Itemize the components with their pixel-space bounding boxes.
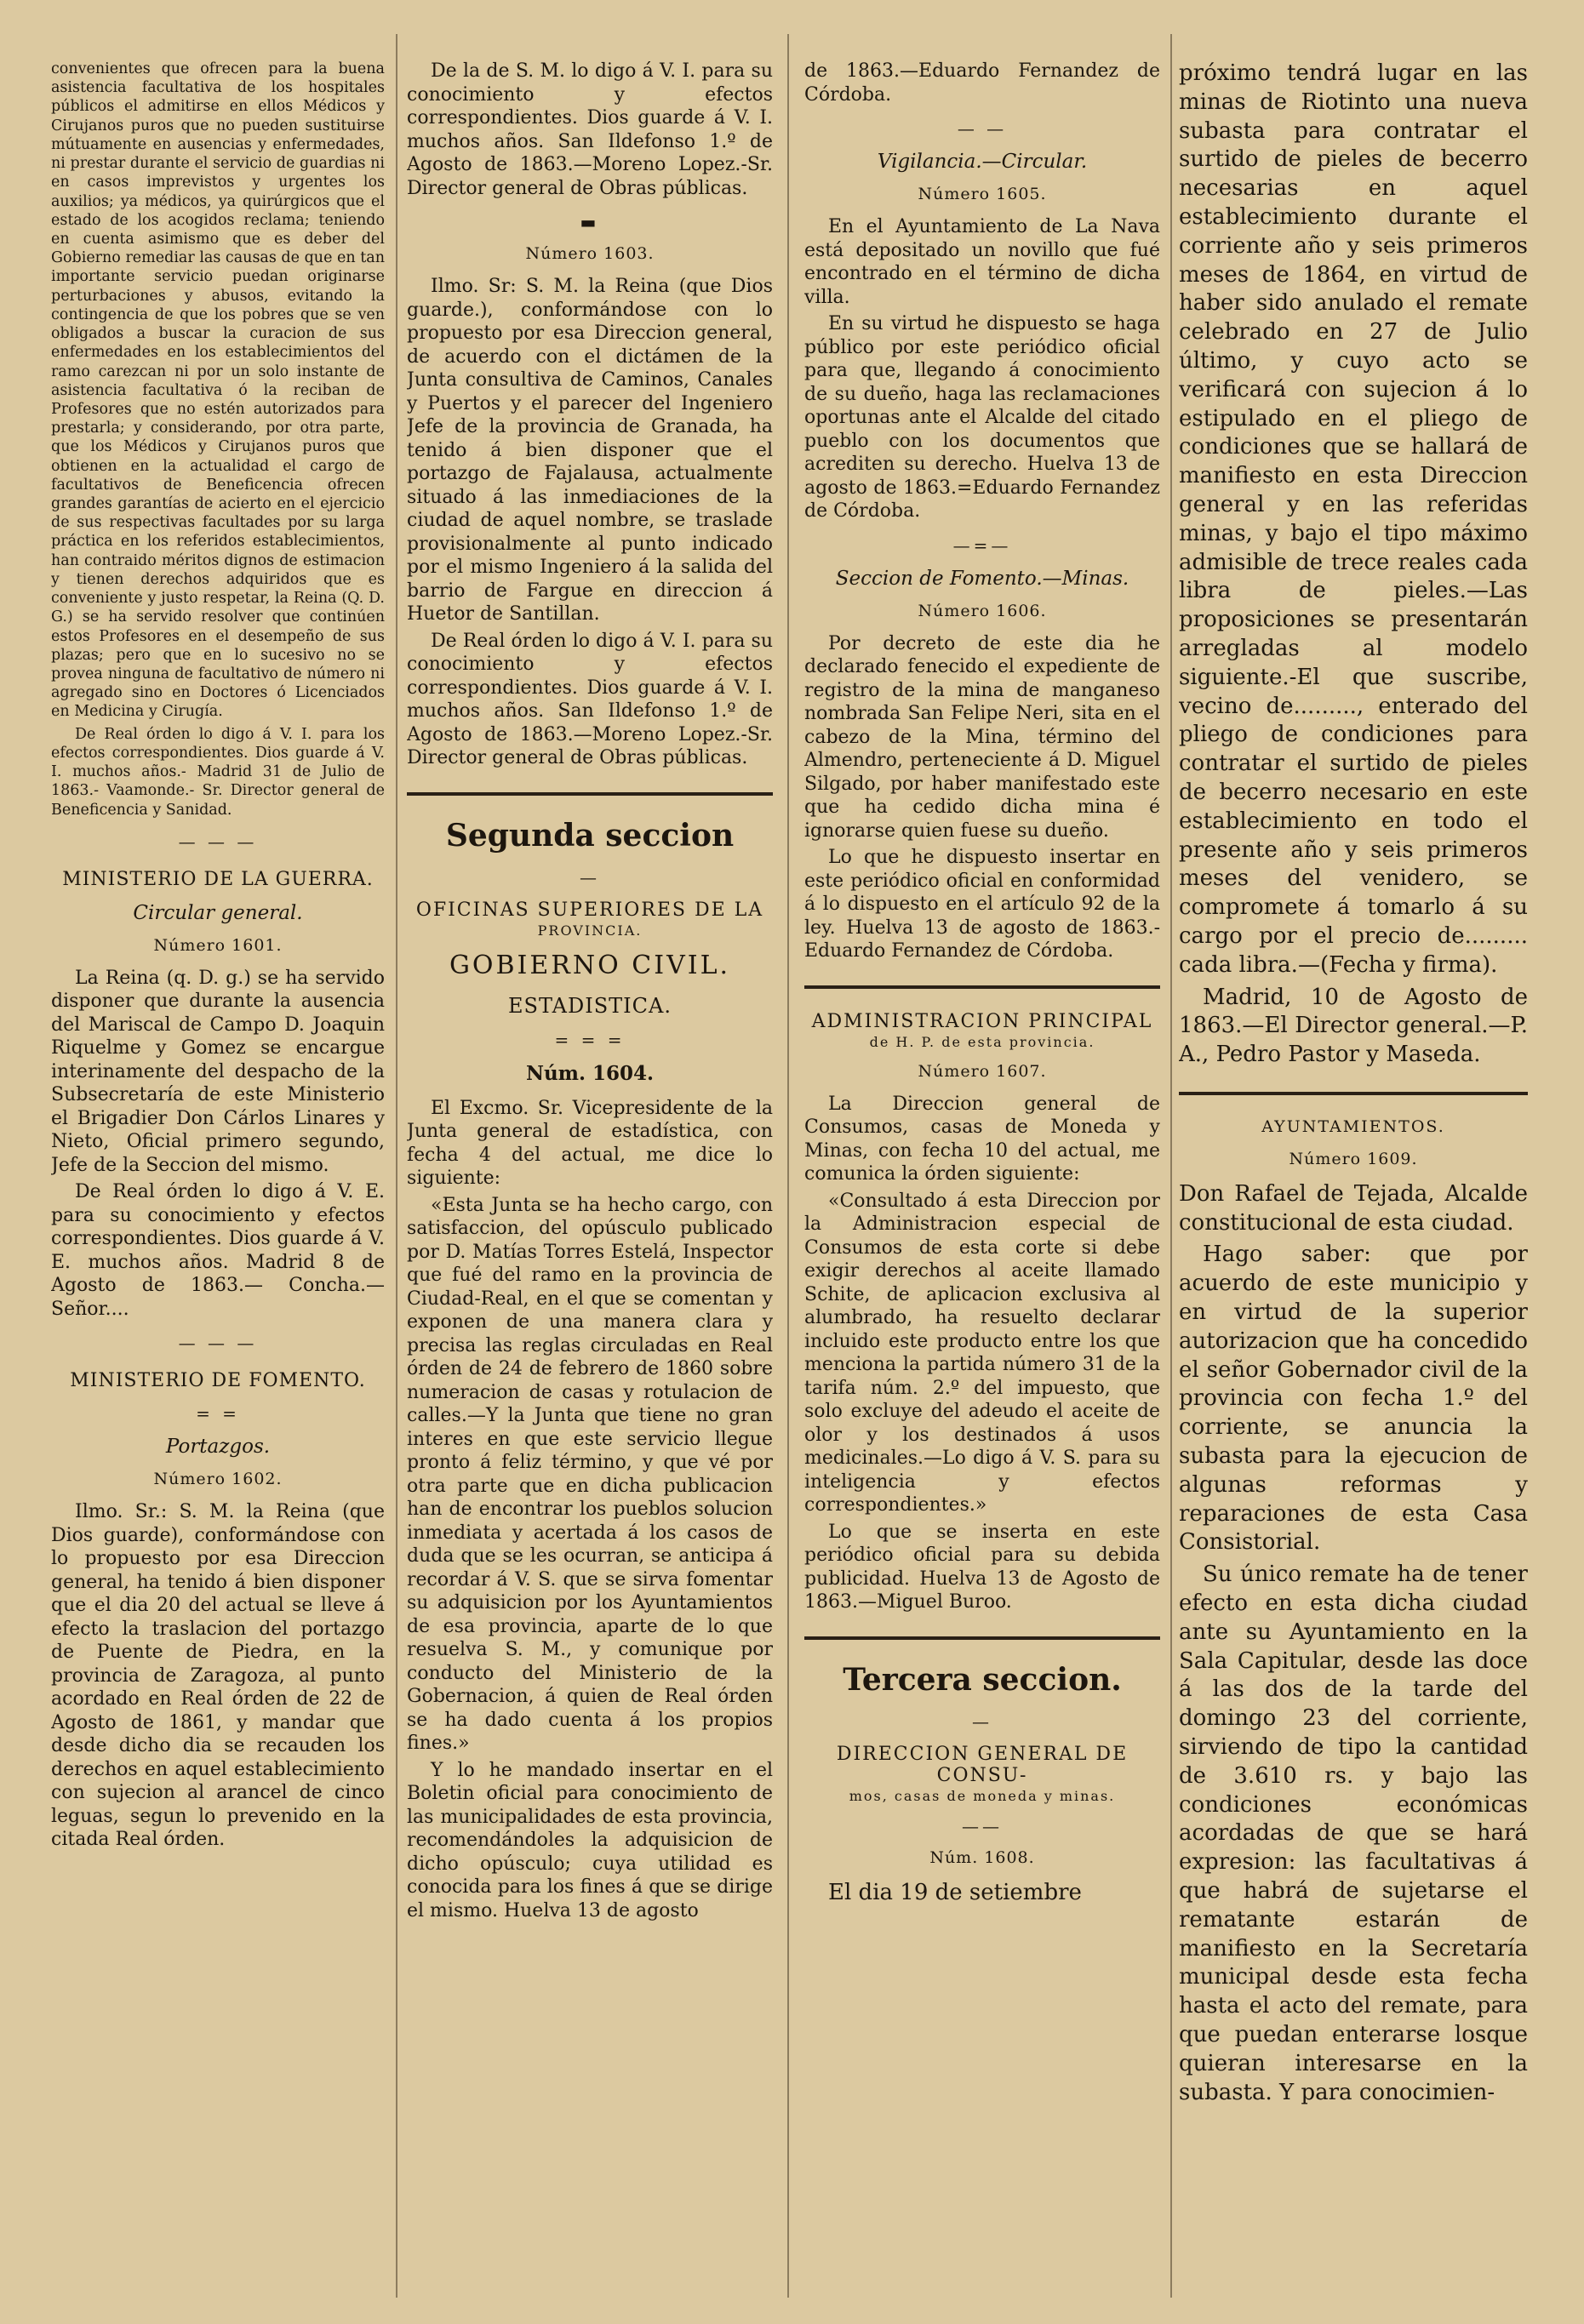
ornament: = = — [196, 1403, 240, 1425]
column-divider — [787, 34, 789, 2298]
section-rule — [804, 985, 1160, 989]
paragraph: De Real órden lo digo á V. E. para su conocimiento y efectos correspondientes. Dios guarde á V. E. muchos años. Madrid 8 de Agosto de 1863.— Concha.— Señor.... — [51, 1181, 385, 1320]
paragraph: próximo tendrá lugar en las minas de Riotinto una nueva subasta para contratar el surtido de pieles de becerro necesarias en aquel establecimiento durante el corriente año y seis primeros meses de 1864, en virtud de haber sido anulado el remate celebrado en 27 de Julio último, y cuyo acto se verificará con sujecion á lo estipulado en el pliego de condiciones que se hallará de manifiesto en esta Direccion general y en las referidas minas, y bajo el tipo máximo admisible de trece reales cada libra de pieles.—Las proposiciones se presentarán arregladas al modelo siguiente.-El que suscribe, vecino de........., enterado del pliego de condiciones para contratar el surtido de pieles de becerro necesario en este establecimiento en todo el presente año y seis primeros meses del venidero, se compromete á tomarlo á su cargo por el precio de......... cada libra.—(Fecha y firma). — [1179, 60, 1528, 978]
ayuntamientos-heading: AYUNTAMIENTOS. — [1261, 1116, 1445, 1136]
section-heading: Tercera seccion. — [843, 1661, 1122, 1698]
article-number: Número 1601. — [153, 935, 283, 955]
paragraph: Y lo he mandado insertar en el Boletin oficial para conocimiento de las municipalidades de esta provincia, recomendándoles la adquisicion de dicho opúsculo; cuya utilidad es conocida para los fines á que se dirige el mismo. Huelva 13 de agosto — [407, 1759, 773, 1921]
ornament: ▬ — [580, 212, 600, 232]
paragraph: La Reina (q. D. g.) se ha servido disponer que durante la ausencia del Mariscal de Campo D. Joaquin Riquelme y Gomez se encargue interinamente del despacho de la Subsecretaría de este Ministerio el Brigadier Don Cárlos Linares y Nieto, Oficial primero segundo, Jefe de la Seccion del mismo. — [51, 967, 385, 1176]
column-4 — [1179, 60, 1528, 2306]
paragraph: La Direccion general de Consumos, casas de Moneda y Minas, con fecha 10 del actual, me comunica la órden siguiente: — [804, 1093, 1160, 1185]
paragraph: convenientes que ofrecen para la buena asistencia facultativa de los hospitales públicos el admitirse en ellos Médicos y Cirujanos puros que no pueden sustituirse mútuamente en ausencias y enfermedades, ni prestar durante el servicio de guardias ni en casos imprevistos y urgentes los auxilios; ya médicos, ya quirúrgicos que el estado de los acogidos reclama; teniendo en cuenta asimismo que es deber del Gobierno remediar las causas de que en tan importante servicio puedan originarse perturbaciones y abusos, evitando la contingencia de que los pobres que se ven obligados a buscar la curacion de sus enfermedades en los establecimientos del ramo carezcan ni por un solo instante de asistencia facultativa ó la reciban de Profesores que no estén autorizados para prestarla; y considerando, por otra parte, que los Médicos y Cirujanos puros que obtienen en la actualidad el cargo de facultativos de Beneficencia ofrecen grandes garantías de acierto en el ejercicio de sus respectivas facultades por su larga práctica en los referidos establecimientos, han contraido méritos dignos de estimacion y tienen derechos adquiridos que es conveniente y justo respetar, la Reina (Q. D. G.) se ha servido resolver que continúen estos Profesores en el desempeño de sus plazas; pero que en lo sucesivo no se provea ninguna de facultativo de número ni agregado sino en Doctores ó Licenciados en Medicina y Cirugía. — [51, 60, 385, 721]
paragraph: «Esta Junta se ha hecho cargo, con satisfaccion, del opúsculo publicado por D. Matías Torres Estelá, Inspector que fué del ramo en la provincia de Ciudad-Real, en el que se comentan y exponen de una manera clara y precisa las reglas circuladas en Real órden de 24 de febrero de 1860 sobre numeracion de casas y rotulacion de calles.—Y la Junta que tiene no gran interes en que este servicio llegue pronto á feliz término, y que vé por otra parte que en dicha publicacion han de encontrar los pueblos solucion inmediata y acertada á los casos de duda que se les ocurran, se anticipa á recordar á V. S. que se sirva fomentar su adquisicion por los Ayuntamientos de esa provincia, aparte de lo que resuelva S. M., y comunique por conducto del Ministerio de la Gobernacion, á quien de Real órden se ha dado cuenta á los propios fines.» — [407, 1194, 773, 1754]
paragraph: El dia 19 de setiembre — [828, 1879, 1082, 1905]
office-heading: ADMINISTRACION PRINCIPAL — [811, 1010, 1153, 1032]
article-number: Número 1605. — [918, 185, 1047, 203]
ornament: — — — — [178, 1333, 258, 1354]
ministry-heading: MINISTERIO DE LA GUERRA. — [62, 868, 374, 890]
column-divider — [396, 34, 397, 2298]
paragraph: En su virtud he dispuesto se haga público por este periódico oficial para que, llegando á conocimiento de su dueño, haga las reclamaciones oportunas ante el Alcalde del citado pueblo con los documentos que acrediten su derecho. Huelva 13 de agosto de 1863.=Eduardo Fernandez de Córdoba. — [804, 313, 1160, 522]
article-number: Número 1607. — [918, 1061, 1047, 1081]
subheading: Seccion de Fomento.—Minas. — [835, 567, 1129, 590]
ornament: — — [580, 866, 600, 888]
ornament: = = = — [554, 1029, 626, 1050]
subheading: Circular general. — [133, 901, 303, 924]
paragraph: Hago saber: que por acuerdo de este municipio y en virtud de la superior autorizacion que ha concedido el señor Gobernador civil de la provincia con fecha 1.º del corriente, se anuncia la subasta para la ejecucion de algunas reformas y reparaciones de esta Casa Consistorial. — [1179, 1242, 1528, 1556]
paragraph: El Excmo. Sr. Vicepresidente de la Junta general de estadística, con fecha 4 del actual, me dice lo siguiente: — [407, 1097, 773, 1189]
article-number: Núm. 1608. — [929, 1847, 1035, 1867]
paragraph: Por decreto de este dia he declarado fenecido el expediente de registro de la mina de manganeso nombrada San Felipe Neri, sita en el cabezo de la Mina, término del Almendro, perteneciente á D. Miguel Silgado, por haber manifestado este que ha cedido dicha mina é ignorarse quien fuese su dueño. — [804, 632, 1160, 842]
article-number: Número 1603. — [525, 244, 655, 263]
subheading: ESTADISTICA. — [508, 993, 672, 1018]
government-heading: GOBIERNO CIVIL. — [449, 950, 731, 980]
article-number: Número 1606. — [918, 601, 1047, 620]
article-number: Número 1609. — [1289, 1149, 1418, 1168]
paragraph: En el Ayuntamiento de La Nava está depositado un novillo que fué encontrado en el término de dicha villa. — [804, 216, 1160, 308]
section-rule — [407, 792, 773, 796]
office-heading: OFICINAS SUPERIORES DE LA — [415, 899, 764, 921]
paragraph: De Real órden lo digo á V. I. para su conocimiento y efectos correspondientes. Dios guarde á V. I. muchos años. San Ildefonso 1.º de Agosto de 1863.—Moreno Lopez.-Sr. Director general de Obras públicas. — [407, 630, 773, 768]
paragraph: Lo que he dispuesto insertar en este periódico oficial en conformidad á lo dispuesto en el artículo 92 de la ley. Huelva 13 de agosto de 1863.-Eduardo Fernandez de Córdoba. — [804, 847, 1160, 962]
paragraph: «Consultado á esta Direccion por la Administracion especial de Consumos de esta corte si debe exigir derechos al aceite llamado Schite, de aplicacion exclusiva al alumbrado, ha resuelto declarar incluido este producto entre los que menciona la partida número 31 de la tarifa núm. 2.º del impuesto, que solo excluye del adeudo el aceite de olor y los destinados á usos medicinales.—Lo digo á V. S. para su inteligencia y efectos correspondientes.» — [804, 1190, 1160, 1516]
paragraph: De la de S. M. lo digo á V. I. para su conocimiento y efectos correspondientes. Dios guarde á V. I. muchos años. San Ildefonso 1.º de Agosto de 1863.—Moreno Lopez.-Sr. Director general de Obras públicas. — [407, 60, 773, 199]
section-rule — [1179, 1092, 1528, 1095]
paragraph: Lo que se inserta en este periódico oficial para su debida publicidad. Huelva 13 de Agosto de 1863.—Miguel Buroo. — [804, 1521, 1160, 1613]
ministry-heading: MINISTERIO DE FOMENTO. — [70, 1370, 366, 1392]
ornament: — — [972, 1710, 992, 1732]
paragraph: Ilmo. Sr.: S. M. la Reina (que Dios guarde), conformándose con lo propuesto por esa Direccion general, ha tenido á bien disponer que el dia 20 del actual se lleve á efecto la traslacion del portazgo de Puente de Piedra, en la provincia de Zaragoza, al punto acordado en Real órden de 22 de Agosto de 1861, y mandar que desde dicho dia se recauden los derechos en aquel establecimiento con sujecion al arancel de cinco leguas, segun lo prevenido en la citada Real órden. — [51, 1501, 385, 1851]
office-subheading: mos, casas de moneda y minas. — [849, 1787, 1116, 1804]
section-heading: Segunda seccion — [445, 817, 735, 854]
ornament: — — — [957, 118, 1008, 139]
column-divider — [1170, 34, 1172, 2298]
subheading: Portazgos. — [165, 1436, 271, 1459]
office-subheading: de H. P. de esta provincia. — [869, 1033, 1095, 1050]
column-2 — [407, 60, 773, 2306]
office-heading: DIRECCION GENERAL DE CONSU- — [836, 1743, 1129, 1786]
paragraph: Ilmo. Sr: S. M. la Reina (que Dios guarde.), conformándose con lo propuesto por esa Direccion general, de acuerdo con el dictámen de la Junta consultiva de Caminos, Canales y Puertos y el parecer del Ingeniero Jefe de la provincia de Granada, ha tenido á bien disponer que el portazgo de Fajalausa, actualmente situado á las inmediaciones de la ciudad de aquel nombre, se traslade provisionalmente al punto indicado por el mismo Ingeniero á la salida del barrio de Fargue en direccion á Huetor de Santillan. — [407, 276, 773, 625]
subheading: Vigilancia.—Circular. — [877, 151, 1088, 173]
ornament: — — — — [178, 831, 258, 852]
article-number: Núm. 1604. — [525, 1061, 655, 1085]
column-3 — [804, 60, 1160, 2306]
ornament: —— — [962, 1815, 1003, 1836]
section-rule — [804, 1636, 1160, 1640]
office-subheading: PROVINCIA. — [537, 922, 643, 939]
paragraph: Madrid, 10 de Agosto de 1863.—El Director general.—P. A., Pedro Pastor y Maseda. — [1179, 984, 1528, 1068]
column-1 — [51, 60, 385, 2306]
paragraph: Su único remate ha de tener efecto en esta dicha ciudad ante su Ayuntamiento en la Sala Capitular, desde las doce á las dos de la tarde del domingo 23 del corriente, sirviendo de tipo la cantidad de 3.610 rs. y bajo las condiciones económicas acordadas de que se hará expresion: las facultativas á que habrá de sujetarse el rematante estarán de manifiesto en la Secretaría municipal desde esta fecha hasta el acto del remate, para que puedan enterarse losque quieran interesarse en la subasta. Y para conocimien- — [1179, 1562, 1528, 2105]
paragraph: Don Rafael de Tejada, Alcalde constitucional de esta ciudad. — [1179, 1180, 1528, 1236]
paragraph: De Real órden lo digo á V. I. para los efectos correspondientes. Dios guarde á V. I. muchos años.- Madrid 31 de Julio de 1863.- Vaamonde.- Sr. Director general de Beneficencia y Sanidad. — [51, 725, 385, 819]
ornament: —=— — [952, 534, 1012, 556]
article-number: Número 1602. — [153, 1470, 283, 1489]
paragraph: de 1863.—Eduardo Fernandez de Córdoba. — [804, 60, 1160, 106]
